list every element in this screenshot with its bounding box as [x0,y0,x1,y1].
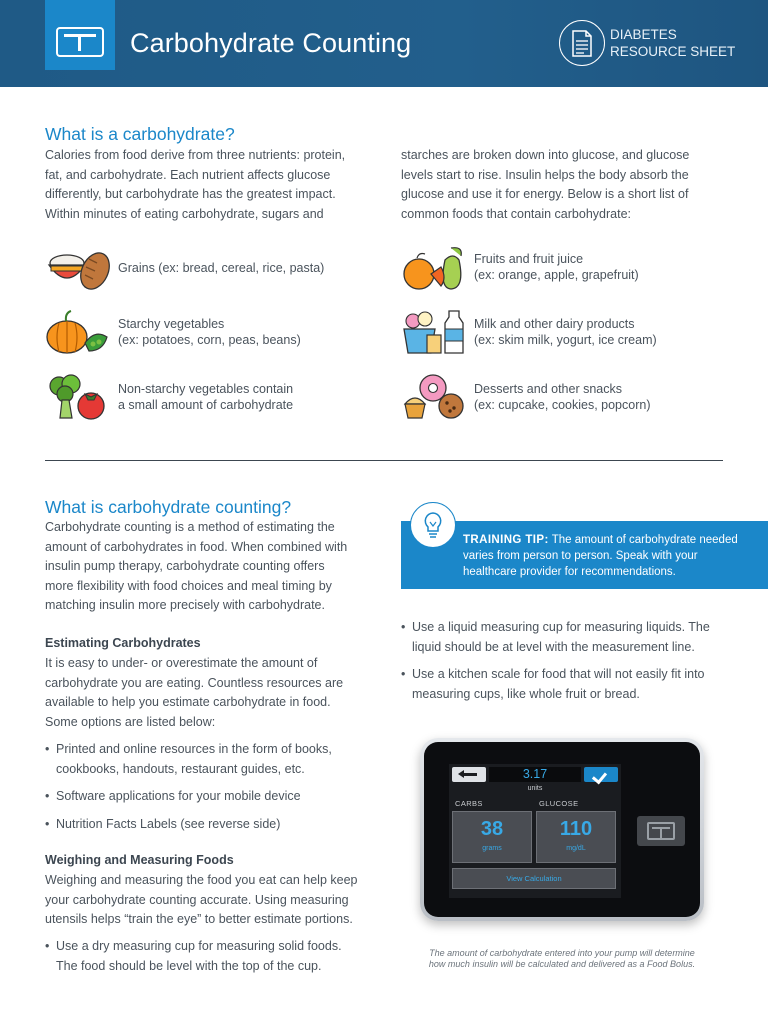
text-line: • Use a liquid measuring cup for measuring liquids. The [412,620,710,634]
carbohydrate-intro-col2 [401,146,731,224]
text-line: utensils helps “train the eye” to better estimate portions. [45,912,353,926]
carbs-card [452,811,532,863]
training-tip-text [463,532,753,580]
text-line: starches are broken down into glucose, and glucose [401,148,690,162]
food-examples: a small amount of carbohydrate [118,398,294,412]
subheading-weighing: Weighing and Measuring Foods [45,853,234,867]
text-line: available to help you estimate carbohydrate in food. [45,695,331,709]
measuring-bullet-list [401,618,731,712]
text-line: levels start to rise. Insulin helps the body absorb the [401,167,689,182]
desserts-icon [401,372,467,422]
fruit-icon [401,242,467,292]
food-examples: (ex: potatoes, corn, peas, beans) [118,333,301,347]
text-line: • Use a kitchen scale for food that will not easily fit into [412,667,705,681]
text-line: matching insulin more precisely with carbohydrate. [45,598,325,612]
training-tip-label: TRAINING TIP: [463,534,549,546]
text-line: Calories from food derive from three nutrients: protein, [45,148,346,162]
food-examples: (ex: orange, apple, grapefruit) [474,268,639,282]
estimating-bullet-list [45,740,385,842]
list-item [45,740,385,779]
units-label: units [527,785,543,792]
text-line: measuring cups, like whole fruit or bread. [412,686,640,701]
text-line: insulin pump therapy, carbohydrate counting offers [45,559,325,573]
food-item-grains [45,243,324,293]
text-line: your carbohydrate counting accurate. Using measuring [45,892,349,907]
text-line: fat, and carbohydrate. Each nutrient affects glucose [45,167,331,182]
carbs-label: CARBS [455,799,483,808]
food-item-desserts [401,372,650,422]
list-item [45,787,385,807]
section-divider [45,460,723,461]
glucose-unit: mg/dL [566,845,586,852]
view-calculation-button: View Calculation [452,868,616,889]
training-tip-box [401,521,768,589]
food-examples: (ex: cupcake, cookies, popcorn) [474,398,651,412]
text-line: cookbooks, handouts, restaurant guides, etc. [56,761,305,776]
checkmark-icon [584,767,618,782]
text-line: • Nutrition Facts Labels (see reverse side) [56,816,281,831]
text-line: Weighing and measuring the food you eat can help keep [45,873,358,887]
food-label: Grains (ex: bread, cereal, rice, pasta) [118,261,325,275]
food-item-dairy [401,307,657,357]
section-heading-carbohydrate: What is a carbohydrate? [45,124,235,144]
resource-sheet-label [610,26,735,60]
carbs-unit: grams [482,845,502,852]
glucose-label: GLUCOSE [539,799,579,808]
text-line: common foods that contain carbohydrate: [401,206,631,221]
grains-icon [45,243,111,293]
text-line: The food should be level with the top of the cup. [56,958,322,973]
glucose-card [536,811,616,863]
non-starchy-vegetables-icon [45,372,111,422]
pump-screen [449,764,621,898]
text-line: Some options are listed below: [45,714,216,729]
text-line: • Software applications for your mobile device [56,789,301,803]
text-line: more flexibility with food choices and meal timing by [45,578,332,593]
bolus-units-value: 3.17 [489,767,581,782]
weighing-text [45,871,390,930]
text-line: • Printed and online resources in the form of books, [56,742,332,756]
text-line: liquid should be at level with the measurement line. [412,639,695,654]
text-line: amount of carbohydrates in food. When combined with [45,539,348,554]
food-label: Desserts and other snacks [474,382,622,396]
t-logo-icon [647,822,675,840]
subheading-estimating: Estimating Carbohydrates [45,636,201,650]
pump-button [637,816,685,846]
section-heading-carb-counting: What is carbohydrate counting? [45,497,292,517]
carbohydrate-intro-col1 [45,146,385,224]
food-label: Non-starchy vegetables contain [118,382,294,396]
resource-line-1: DIABETES [610,27,677,42]
pump-screen-top-bar [449,764,621,784]
dairy-icon [401,307,467,357]
back-arrow-icon [452,767,486,782]
document-icon [559,20,605,66]
weighing-bullet-list [45,937,385,984]
insulin-pump-image [420,738,704,921]
list-item [401,618,731,657]
list-item [401,665,731,704]
pump-caption [412,948,712,970]
lightbulb-icon [410,502,456,548]
brand-logo [45,0,115,70]
caption-line: how much insulin will be calculated and delivered as a Food Bolus. [428,959,696,969]
food-label: Starchy vegetables [118,317,225,331]
list-item [45,937,385,976]
carb-counting-intro [45,518,385,616]
starchy-vegetables-icon [45,307,111,357]
page-header [0,0,768,87]
text-line: glucose and use it for energy. Below is a short list of [401,187,689,201]
list-item [45,815,385,835]
food-examples: (ex: skim milk, yogurt, ice cream) [474,333,657,347]
text-line: • Use a dry measuring cup for measuring solid foods. [56,939,342,953]
pump-body [424,742,700,917]
estimating-text [45,654,385,732]
text-line: differently, but carbohydrate has the greatest impact. [45,187,336,201]
food-label: Milk and other dairy products [474,317,635,331]
t-logo-icon [56,27,104,57]
food-item-starchy-vegetables [45,307,301,357]
text-line: Carbohydrate counting is a method of estimating the [45,520,335,534]
page-title: Carbohydrate Counting [130,28,412,58]
food-item-fruits [401,242,639,292]
food-item-non-starchy-vegetables [45,372,293,422]
resource-line-2: RESOURCE SHEET [610,44,736,59]
food-label: Fruits and fruit juice [474,252,584,266]
text-line: It is easy to under- or overestimate the amount of [45,656,318,670]
text-line: Within minutes of eating carbohydrate, sugars and [45,206,324,221]
glucose-value: 110 [559,818,593,840]
carbs-value: 38 [480,818,504,840]
caption-line: The amount of carbohydrate entered into your pump will determine [429,948,695,958]
training-tip-body: The amount of carbohydrate needed varies from person to person. Speak with your healthcare provider for recommendations. [463,534,738,578]
text-line: carbohydrate you are eating. Countless resources are [45,675,344,690]
